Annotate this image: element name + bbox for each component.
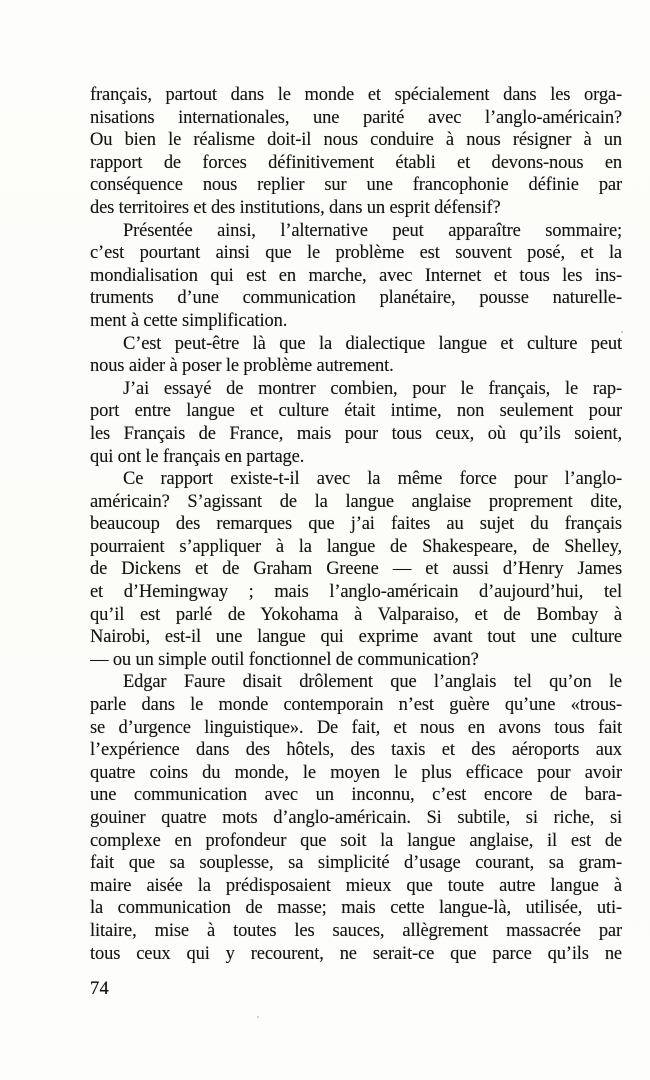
text-line: qui ont le français en partage. [90, 446, 305, 467]
text-line: nisations internationales, une parité avec l’anglo-américain? [90, 107, 622, 128]
text-line: J’ai essayé de montrer combien, pour le français, le rap- [123, 378, 622, 399]
text-line: Edgar Faure disait drôlement que l’anglais tel qu’on le [123, 672, 622, 693]
text-line: gouiner quatre mots d’anglo-américain. Si subtile, si riche, si [90, 808, 622, 828]
text-line: Nairobi, est-il une langue qui exprime avant tout une culture [90, 627, 622, 648]
text-line: rapport de forces définitivement établi et devons-nous en [90, 152, 622, 173]
paragraph [90, 84, 622, 220]
text-line: français, partout dans le monde et spécialement dans les orga- [90, 85, 622, 105]
text-line: qu’il est parlé de Yokohama à Valparaiso, et de Bombay à [90, 604, 622, 625]
text-line: fait que sa souplesse, sa simplicité d’usage courant, sa gram- [90, 853, 622, 874]
paragraph [90, 220, 622, 333]
text-line: maire aisée la prédisposaient mieux que toute autre langue à [90, 875, 622, 896]
text-line: se d’urgence linguistique». De fait, et nous en avons tous fait [90, 717, 622, 738]
text-block [90, 84, 622, 965]
text-line: ment à cette simplification. [90, 310, 288, 331]
text-line: des territoires et des institutions, dans un esprit défensif? [90, 197, 501, 218]
text-line: complexe en profondeur que soit la langue anglaise, il est de [90, 830, 622, 851]
text-line: — ou un simple outil fonctionnel de communication? [90, 649, 479, 670]
text-line: nous aider à poser le problème autrement. [90, 356, 394, 377]
text-line: truments d’une communication planétaire, pousse naturelle- [90, 288, 622, 309]
text-line: Présentée ainsi, l’alternative peut apparaître sommaire; [123, 220, 622, 241]
scan-artifact-dot [257, 1016, 259, 1018]
scan-artifact-dot [621, 331, 623, 333]
text-line: tous ceux qui y recourent, ne serait-ce que parce qu’ils ne [90, 943, 622, 964]
text-line: conséquence nous replier sur une francophonie définie par [90, 175, 622, 196]
text-line: mondialisation qui est en marche, avec Internet et tous les ins- [90, 265, 622, 286]
text-line: la communication de masse; mais cette langue-là, utilisée, uti- [90, 898, 622, 919]
text-line: Ce rapport existe-t-il avec la même force pour l’anglo- [123, 469, 622, 490]
text-line: l’expérience dans des hôtels, des taxis et des aéroports aux [90, 740, 622, 761]
text-line: litaire, mise à toutes les sauces, allègrement massacrée par [90, 920, 622, 941]
paragraph [90, 333, 622, 378]
text-line: beaucoup des remarques que j’ai faites au sujet du français [90, 514, 622, 535]
text-line: américain? S’agissant de la langue anglaise proprement dite, [90, 491, 622, 512]
text-line: pourraient s’appliquer à la langue de Shakespeare, de Shelley, [90, 536, 622, 557]
paragraph [90, 468, 622, 671]
page-number: 74 [90, 979, 109, 999]
text-line: Ou bien le réalisme doit-il nous conduire à nous résigner à un [90, 130, 622, 151]
text-line: et d’Hemingway ; mais l’anglo-américain d’aujourd’hui, tel [90, 582, 622, 603]
text-line: une communication avec un inconnu, c’est encore de bara- [90, 785, 622, 806]
text-line: quatre coins du monde, le moyen le plus efficace pour avoir [90, 762, 622, 783]
text-line: C’est peut-être là que la dialectique langue et culture peut [123, 333, 622, 354]
text-line: port entre langue et culture était intime, non seulement pour [90, 401, 622, 422]
paragraph [90, 671, 622, 965]
text-line: les Français de France, mais pour tous ceux, où qu’ils soient, [90, 423, 622, 444]
paragraph [90, 378, 622, 468]
text-line: de Dickens et de Graham Greene — et aussi d’Henry James [90, 559, 622, 580]
text-line: c’est pourtant ainsi que le problème est souvent posé, et la [90, 243, 622, 264]
text-line: parle dans le monde contemporain n’est guère qu’une «trous- [90, 695, 622, 716]
